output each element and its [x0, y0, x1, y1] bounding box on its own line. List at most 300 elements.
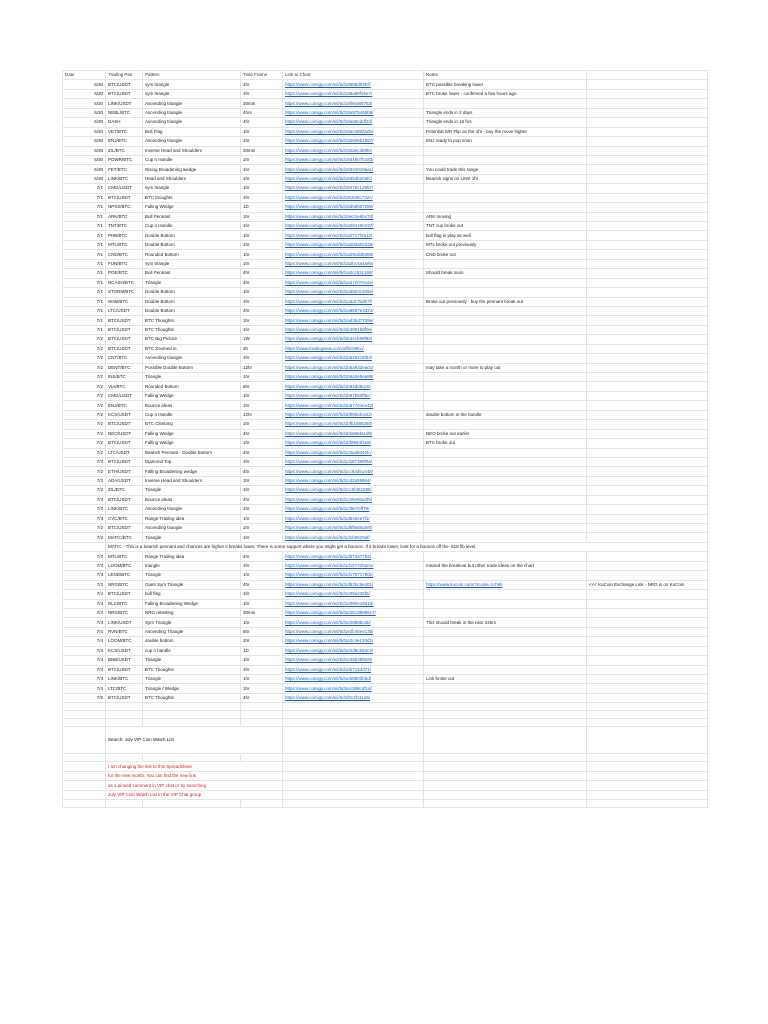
pattern-cell: Head and Shoulders	[143, 174, 241, 183]
empty-cell	[143, 800, 241, 808]
empty-cell	[587, 99, 708, 108]
time-frame-cell: 1hr	[241, 222, 283, 231]
empty-cell	[283, 703, 424, 711]
chart-link[interactable]: https://www.coinigy.com/s/i/5d188a88f36e7/	[283, 89, 424, 98]
chart-link[interactable]: https://www.coinigy.com/s/i/5d1b4ecb99f82/	[283, 335, 424, 344]
pattern-cell: Bull Flag	[143, 127, 241, 136]
chart-link[interactable]: https://www.coinigy.com/s/i/5d1bf9984f2e8/	[283, 439, 424, 448]
trading-pair-cell: WAB/BTC	[106, 297, 143, 306]
pattern-cell: triangle	[143, 561, 241, 570]
notes-cell: Potential S/R Flip on the 1hr - buy the move higher	[424, 127, 587, 136]
trading-pair-cell: RVN/BTC	[106, 627, 143, 636]
empty-cell	[143, 719, 241, 727]
pattern-cell: Bounce ideas	[143, 495, 241, 504]
empty-cell	[587, 401, 708, 410]
date-cell: 6/30	[63, 165, 106, 174]
pattern-cell: Rounded Bottom	[143, 250, 241, 259]
chart-link[interactable]: https://www.coinigy.com/s/i/5d1eb8903bbd/	[283, 675, 424, 684]
table-row	[63, 514, 708, 523]
table-row	[63, 240, 708, 249]
trading-pair-cell: POWR/BTC	[106, 155, 143, 164]
pattern-cell: Triangle / Wedge	[143, 684, 241, 693]
chart-link[interactable]: https://www.coinigy.com/s/i/5d1b6a3e9ea88/	[283, 373, 424, 382]
pattern-cell: Cup n Handle	[143, 155, 241, 164]
table-row	[63, 457, 708, 466]
empty-cell	[587, 137, 708, 146]
chart-link[interactable]: https://www.coinigy.com/s/i/5d1e2b45e4135/	[283, 627, 424, 636]
empty-cell	[283, 800, 424, 808]
trading-pair-cell: ETH/USDT	[106, 467, 143, 476]
date-cell: 6/30	[63, 99, 106, 108]
empty-cell	[587, 316, 708, 325]
pattern-cell: sym triangle	[143, 89, 241, 98]
notes-cell: TNT cup broke out	[424, 222, 587, 231]
time-frame-cell: 1hr	[241, 675, 283, 684]
empty-cell	[587, 533, 708, 542]
empty-cell	[587, 231, 708, 240]
notice-row	[63, 781, 708, 791]
table-row	[63, 637, 708, 646]
pattern-cell: Double Bottom	[143, 288, 241, 297]
table-row	[63, 316, 708, 325]
table-row	[63, 354, 708, 363]
trading-pair-cell: BTC/USDT	[106, 457, 143, 466]
date-cell: 7/4	[63, 656, 106, 665]
time-frame-cell: 4hr	[241, 552, 283, 561]
date-cell: 7/2	[63, 429, 106, 438]
pattern-cell: Triangle	[143, 571, 241, 580]
table-row	[63, 335, 708, 344]
empty-cell	[63, 542, 106, 551]
chart-link[interactable]: https://www.coinigy.com/s/i/5d18f90a68753/	[283, 99, 424, 108]
chart-link[interactable]: https://www.coinigy.com/s/i/5d1e080e18313/	[283, 599, 424, 608]
empty-cell	[587, 790, 708, 800]
trading-pair-cell: KCS/USDT	[106, 410, 143, 419]
date-cell: 7/1	[63, 306, 106, 315]
notes-cell	[424, 646, 587, 655]
empty-cell	[587, 571, 708, 580]
empty-cell	[143, 703, 241, 711]
chart-link[interactable]: https://www.coinigy.com/s/i/5d19354b20afc/	[283, 174, 424, 183]
date-cell: 7/1	[63, 259, 106, 268]
pattern-cell: Giant Sym Triangle	[143, 580, 241, 589]
chart-link[interactable]: https://www.coinigy.com/s/i/5d1d52bc8e401/	[283, 580, 424, 589]
time-frame-cell: 1hr	[241, 618, 283, 627]
chart-link[interactable]: https://www.coinigy.com/s/i/5d19334919aac/	[283, 165, 424, 174]
chart-link[interactable]: https://www.coinigy.com/s/i/5d1d07347794/	[283, 552, 424, 561]
empty-cell	[587, 250, 708, 259]
notice-row	[63, 771, 708, 781]
chart-link[interactable]: https://www.coinigy.com/s/i/5d1cb87399f0a/	[283, 457, 424, 466]
date-cell: 7/3	[63, 514, 106, 523]
empty-cell	[587, 439, 708, 448]
date-cell: 7/2	[63, 363, 106, 372]
chart-link[interactable]: https://www.coinigy.com/s/i/5d1b4891b8f0e/	[283, 325, 424, 334]
time-frame-cell: 1hr	[241, 165, 283, 174]
chart-link[interactable]: https://www.coinigy.com/s/i/5d1a8657e3321/	[283, 306, 424, 315]
date-cell: 7/1	[63, 269, 106, 278]
notes-cell	[424, 288, 587, 297]
chart-link[interactable]: https://www.coinigy.com/s/i/5d18aa6eddf2d/	[283, 118, 424, 127]
date-cell: 6/30	[63, 108, 106, 117]
empty-cell	[587, 429, 708, 438]
chart-link[interactable]: https://www.coinigy.com/s/i/5d1a3dc7bd67f/	[283, 297, 424, 306]
notes-cell	[424, 608, 587, 617]
time-frame-cell: 1hr	[241, 637, 283, 646]
notes-cell: ARK moving	[424, 212, 587, 221]
date-cell: 7/4	[63, 627, 106, 636]
trading-pair-cell: BTC/USDT	[106, 89, 143, 98]
date-cell: 7/2	[63, 410, 106, 419]
chart-link[interactable]: https://www.coinigy.com/s/i/5d19476c12957/	[283, 184, 424, 193]
empty-row	[63, 800, 708, 808]
table-row	[63, 363, 708, 372]
search-title-row	[63, 727, 708, 754]
table-row	[63, 429, 708, 438]
notes-cell	[424, 401, 587, 410]
table-row	[63, 391, 708, 400]
notes-cell	[424, 146, 587, 155]
trading-pair-cell: NEO/USDT	[106, 429, 143, 438]
chart-link[interactable]: https://www.coinigy.com/s/i/5d1cf9e7eff79/	[283, 505, 424, 514]
chart-link[interactable]: https://www.coinigy.com/s/i/5d1cc5f462298/	[283, 486, 424, 495]
empty-cell	[587, 637, 708, 646]
chart-link[interactable]: https://www.coinigy.com/s/i/5d1931607b183/	[283, 155, 424, 164]
date-cell: 7/3	[63, 457, 106, 466]
pattern-cell: Triangle	[143, 278, 241, 287]
chart-link[interactable]: https://www.tradingview.com/x/fbCI9Ku/	[283, 344, 424, 353]
chart-link[interactable]: https://www.coinigy.com/s/i/5d19c626c732c/	[283, 193, 424, 202]
date-cell: 7/1	[63, 203, 106, 212]
pattern-cell: Falling Broadening Wedge	[143, 599, 241, 608]
empty-cell	[424, 781, 587, 791]
empty-cell	[283, 790, 424, 800]
trading-pair-cell: LINK/BTC	[106, 505, 143, 514]
notes-cell	[424, 278, 587, 287]
notice-line: I am changing the link to this Spreadsheet	[106, 762, 283, 772]
empty-cell	[587, 184, 708, 193]
pattern-cell: Triangle	[143, 533, 241, 542]
pattern-cell: Bull Pennant	[143, 212, 241, 221]
chart-link[interactable]: https://www.coinigy.com/s/i/5d192606b1887/	[283, 137, 424, 146]
pattern-cell: Ascending triangle	[143, 137, 241, 146]
chart-link[interactable]: https://www.coinigy.com/s/i/5d1f0c2f111a5/	[283, 693, 424, 702]
date-cell: 7/3	[63, 571, 106, 580]
notes-cell: ENJ ready to pop soon	[424, 137, 587, 146]
header-date: Date	[63, 71, 106, 80]
empty-cell	[587, 448, 708, 457]
watch-list-table	[62, 70, 708, 808]
pattern-cell: cup n handle	[143, 646, 241, 655]
empty-cell	[283, 727, 424, 754]
empty-cell	[241, 719, 283, 727]
empty-cell	[587, 222, 708, 231]
notes-cell	[424, 193, 587, 202]
notes-cell	[424, 391, 587, 400]
time-frame-cell: 1D	[241, 203, 283, 212]
empty-cell	[587, 665, 708, 674]
pattern-cell: Falling Wedge	[143, 391, 241, 400]
trading-pair-cell: MATIC/BTC	[106, 533, 143, 542]
chart-link[interactable]: https://www.coinigy.com/s/i/5d1ce5e6ba3f5/	[283, 495, 424, 504]
chart-link[interactable]: https://www.coinigy.com/s/i/5d1cd2a59964/	[283, 476, 424, 485]
trading-pair-cell: VIA/BTC	[106, 382, 143, 391]
notes-cell: MTL broke out previously	[424, 240, 587, 249]
matic-note-row	[63, 542, 708, 551]
table-row	[63, 231, 708, 240]
empty-cell	[587, 476, 708, 485]
date-cell: 6/30	[63, 137, 106, 146]
pattern-cell: Ascending triangle	[143, 505, 241, 514]
date-cell: 7/1	[63, 288, 106, 297]
chart-link[interactable]: https://www.coinigy.com/s/i/5d1a2cc53c165/	[283, 269, 424, 278]
chart-link[interactable]: https://www.coinigy.com/s/i/5d1e2d8c553c3/	[283, 646, 424, 655]
time-frame-cell: 1hr	[241, 533, 283, 542]
date-cell: 7/1	[63, 193, 106, 202]
empty-cell	[587, 457, 708, 466]
time-frame-cell: 1hr	[241, 656, 283, 665]
notes-cell: NEO broke out earlier	[424, 429, 587, 438]
notes-cell	[424, 306, 587, 315]
date-cell: 7/1	[63, 240, 106, 249]
time-frame-cell: 4hr	[241, 693, 283, 702]
empty-cell	[587, 146, 708, 155]
time-frame-cell: 30min	[241, 608, 283, 617]
time-frame-cell: 1hr	[241, 137, 283, 146]
time-frame-cell: 1hr	[241, 80, 283, 89]
trading-pair-cell: BTC/USDT	[106, 344, 143, 353]
table-row	[63, 524, 708, 533]
date-cell: 7/2	[63, 401, 106, 410]
date-cell: 7/2	[63, 373, 106, 382]
time-frame-cell: 1hr	[241, 457, 283, 466]
pattern-cell: Inverse Head and Shoulders	[143, 476, 241, 485]
trading-pair-cell: MTL/BTC	[106, 552, 143, 561]
chart-link[interactable]: https://www.coinigy.com/s/i/5d19e21e6bc7d/	[283, 212, 424, 221]
empty-cell	[424, 703, 587, 711]
pattern-cell: Falling Wedge	[143, 429, 241, 438]
notes-cell: You could trade this range	[424, 165, 587, 174]
chart-link[interactable]: https://www.coinigy.com/s/i/5d1d5f8a0a3e0/	[283, 524, 424, 533]
table-row	[63, 146, 708, 155]
date-cell: 6/30	[63, 118, 106, 127]
pattern-cell: sym triangle	[143, 184, 241, 193]
empty-cell	[587, 325, 708, 334]
header-link: Link to Chart	[283, 71, 424, 80]
pattern-cell: Ascending triangle	[143, 524, 241, 533]
empty-cell	[143, 754, 241, 762]
empty-cell	[241, 711, 283, 719]
chart-link[interactable]: https://www.coinigy.com/s/i/5d1bfa68da1d0/	[283, 429, 424, 438]
empty-cell	[587, 524, 708, 533]
chart-link[interactable]: https://www.coinigy.com/s/i/5d1d1757179dc/	[283, 571, 424, 580]
kucoin-link[interactable]: https://www.kucoin.com/?rcode=1chi8i	[424, 580, 587, 589]
chart-link[interactable]: https://www.coinigy.com/s/i/5d1e26138986c7/	[283, 608, 424, 617]
empty-row	[63, 719, 708, 727]
chart-link[interactable]: https://www.coinigy.com/s/i/5d1eb7153d71/	[283, 665, 424, 674]
time-frame-cell: 6hr	[241, 627, 283, 636]
pattern-cell: Ascending triangle	[143, 99, 241, 108]
chart-link[interactable]: https://www.coinigy.com/s/i/5d1b877e4ce42/	[283, 401, 424, 410]
empty-cell	[587, 212, 708, 221]
date-cell: 7/3	[63, 467, 106, 476]
pattern-cell: Cup n Handle	[143, 410, 241, 419]
header-trading-pair: Trading Pair	[106, 71, 143, 80]
date-cell: 6/30	[63, 146, 106, 155]
chart-link[interactable]: https://www.coinigy.com/s/i/5d18686d03fcf/	[283, 80, 424, 89]
chart-link[interactable]: https://www.coinigy.com/s/i/5d19d9d90728e/	[283, 203, 424, 212]
chart-link[interactable]: https://www.coinigy.com/s/i/5d1a37e07ecae/	[283, 278, 424, 287]
chart-link[interactable]: https://www.coinigy.com/s/i/5d1d157425a01/	[283, 561, 424, 570]
pattern-cell: Inverse Head and Shoulders	[143, 146, 241, 155]
empty-cell	[587, 590, 708, 599]
chart-link[interactable]: https://www.coinigy.com/s/i/5d1ec388c4f1d/	[283, 684, 424, 693]
table-row	[63, 165, 708, 174]
time-frame-cell: 4hr	[241, 580, 283, 589]
empty-cell	[587, 344, 708, 353]
pattern-cell: Ascending triangle	[143, 354, 241, 363]
empty-row	[63, 703, 708, 711]
empty-cell	[587, 278, 708, 287]
date-cell: 7/3	[63, 580, 106, 589]
notice-line: as a pinned comment in VIP chat or by searching	[106, 781, 283, 791]
empty-cell	[63, 754, 106, 762]
time-frame-cell: 1hr	[241, 259, 283, 268]
table-row	[63, 476, 708, 485]
extra-note-cell: <<< KuCoin Exchange Link - NRG is on KuCoin	[587, 580, 708, 589]
table-row	[63, 184, 708, 193]
empty-cell	[587, 193, 708, 202]
pattern-cell: BTC Zoomed in	[143, 344, 241, 353]
date-cell: 7/3	[63, 505, 106, 514]
empty-cell	[63, 800, 106, 808]
trading-pair-cell: LINK/USDT	[106, 618, 143, 627]
date-cell: 7/4	[63, 675, 106, 684]
table-row	[63, 278, 708, 287]
date-cell: 7/1	[63, 231, 106, 240]
date-cell: 7/2	[63, 448, 106, 457]
chart-link[interactable]: https://www.coinigy.com/s/i/5d1bf06bdca42/	[283, 410, 424, 419]
empty-cell	[587, 108, 708, 117]
empty-cell	[587, 608, 708, 617]
notes-cell: BTC possible breaking lower	[424, 80, 587, 89]
trading-pair-cell: DASH	[106, 118, 143, 127]
chart-link[interactable]: https://www.coinigy.com/s/i/5d1cc93d51448/	[283, 467, 424, 476]
empty-cell	[587, 656, 708, 665]
trading-pair-cell: BTC/USDT	[106, 335, 143, 344]
empty-cell	[424, 711, 587, 719]
date-cell: 7/4	[63, 665, 106, 674]
date-cell: 7/1	[63, 278, 106, 287]
notes-cell	[424, 203, 587, 212]
date-cell: 7/4	[63, 637, 106, 646]
table-row	[63, 665, 708, 674]
pattern-cell: Ascending Triangle	[143, 627, 241, 636]
date-cell: 7/4	[63, 590, 106, 599]
pattern-cell: Falling Wedge	[143, 439, 241, 448]
chart-link[interactable]: https://www.coinigy.com/s/i/5d1bfb1886250/	[283, 420, 424, 429]
header-time-frame: Time Frame	[241, 71, 283, 80]
chart-link[interactable]: https://www.coinigy.com/s/i/5d1e08a236f5/	[283, 590, 424, 599]
empty-cell	[424, 719, 587, 727]
empty-cell	[587, 646, 708, 655]
chart-link[interactable]: https://www.coinigy.com/s/i/5d1b87b60ff6c/	[283, 391, 424, 400]
time-frame-cell: 1hr	[241, 212, 283, 221]
empty-cell	[63, 781, 106, 791]
trading-pair-cell: LOOM/BTC	[106, 561, 143, 570]
empty-cell	[587, 703, 708, 711]
chart-link[interactable]: https://www.coinigy.com/s/i/5d1a2bc4a4aeb/	[283, 259, 424, 268]
empty-cell	[587, 800, 708, 808]
empty-cell	[587, 552, 708, 561]
time-frame-cell: 4hr	[241, 467, 283, 476]
chart-link[interactable]: https://www.coinigy.com/s/i/5d1e28b8bcab/	[283, 618, 424, 627]
trading-pair-cell: ARK/BTC	[106, 212, 143, 221]
chart-link[interactable]: https://www.coinigy.com/s/i/5d1ad3bd7738e/	[283, 316, 424, 325]
notes-cell	[424, 155, 587, 164]
table-row	[63, 580, 708, 589]
chart-link[interactable]: https://www.coinigy.com/s/i/5d1a3803c355e/	[283, 288, 424, 297]
date-cell: 6/30	[63, 80, 106, 89]
empty-cell	[587, 684, 708, 693]
chart-link[interactable]: https://www.coinigy.com/s/i/5d1a28440e237/	[283, 222, 424, 231]
chart-link[interactable]: https://www.coinigy.com/s/i/5d1b84d08ac0/	[283, 382, 424, 391]
trading-pair-cell: ADA/USDT	[106, 476, 143, 485]
trading-pair-cell: PHB/BTC	[106, 231, 143, 240]
notes-cell	[424, 693, 587, 702]
chart-link[interactable]: https://www.coinigy.com/s/i/5d1d540ee7f1/	[283, 514, 424, 523]
table-row	[63, 108, 708, 117]
pattern-cell: Cup n Handle	[143, 222, 241, 231]
chart-link[interactable]: https://www.coinigy.com/s/i/5d1d1b0529af/	[283, 533, 424, 542]
search-title: Search: July VIP Coin Watch List	[106, 727, 283, 754]
time-frame-cell: 1hr	[241, 439, 283, 448]
empty-cell	[587, 675, 708, 684]
chart-link[interactable]: https://www.coinigy.com/s/i/5d1b5a933ea01/	[283, 363, 424, 372]
notes-cell	[424, 552, 587, 561]
empty-cell	[587, 505, 708, 514]
empty-cell	[587, 561, 708, 570]
notes-cell	[424, 571, 587, 580]
empty-cell	[63, 790, 106, 800]
time-frame-cell: 1hr	[241, 391, 283, 400]
chart-link[interactable]: https://www.coinigy.com/s/i/5d18ac5982ade/	[283, 127, 424, 136]
notes-cell	[424, 495, 587, 504]
pattern-cell: Triangle	[143, 675, 241, 684]
trading-pair-cell: LINK/BTC	[106, 675, 143, 684]
table-row	[63, 306, 708, 315]
date-cell: 7/5	[63, 693, 106, 702]
pattern-cell: Double Bottom	[143, 297, 241, 306]
chart-link[interactable]: https://www.coinigy.com/s/i/5d18a97546bb8/	[283, 108, 424, 117]
date-cell: 7/3	[63, 495, 106, 504]
notice-row	[63, 762, 708, 772]
chart-link[interactable]: https://www.coinigy.com/s/i/5d1b6282c8f53/	[283, 354, 424, 363]
chart-link[interactable]: https://www.coinigy.com/s/i/5d1e38b35f600/	[283, 656, 424, 665]
chart-link[interactable]: https://www.coinigy.com/s/i/5d1e2c4e133d1/	[283, 637, 424, 646]
chart-link[interactable]: https://www.coinigy.com/s/i/5d1a283a02226/	[283, 240, 424, 249]
empty-cell	[424, 790, 587, 800]
chart-link[interactable]: https://www.coinigy.com/s/i/5d192aec3b9fe/	[283, 146, 424, 155]
empty-cell	[587, 354, 708, 363]
chart-link[interactable]: https://www.coinigy.com/s/i/5d1a29cdd6389/	[283, 250, 424, 259]
trading-pair-cell: LOOM/BTC	[106, 637, 143, 646]
time-frame-cell: 1hr	[241, 590, 283, 599]
empty-cell	[587, 420, 708, 429]
table-row	[63, 608, 708, 617]
chart-link[interactable]: https://www.coinigy.com/s/i/5d1c0ad9440fc/	[283, 448, 424, 457]
chart-link[interactable]: https://www.coinigy.com/s/i/5d1a2717f2512/	[283, 231, 424, 240]
